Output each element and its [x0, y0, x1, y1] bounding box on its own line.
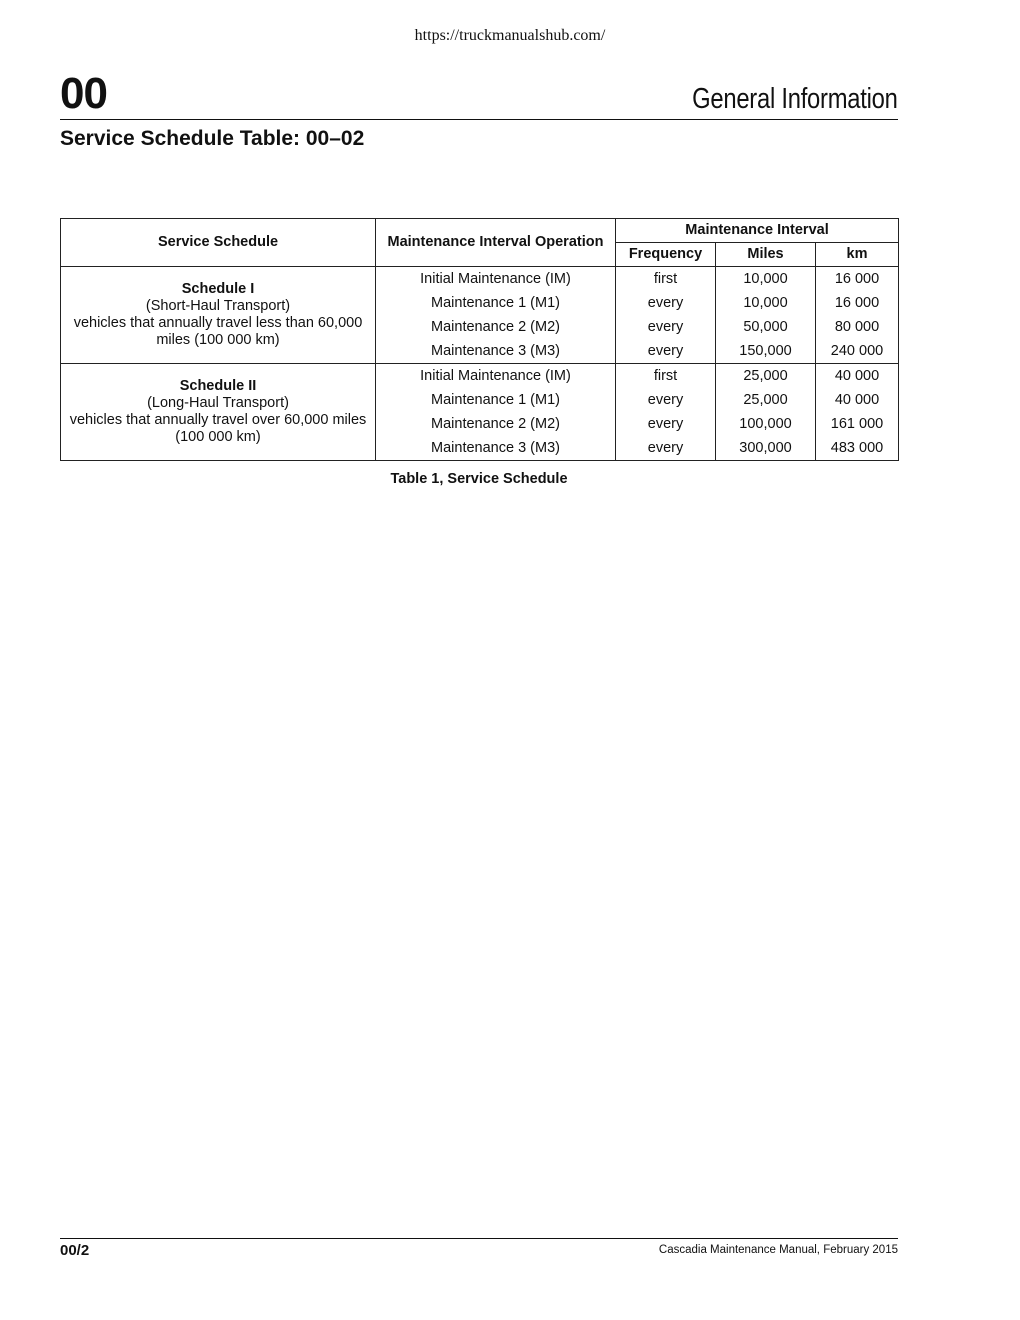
table-row: [61, 267, 899, 292]
km-cell: 40 000: [816, 364, 899, 389]
section-title: Service Schedule Table: 00–02: [60, 127, 365, 150]
schedule-i-cell: [61, 267, 376, 364]
frequency-cell: every: [616, 436, 716, 461]
miles-cell: 50,000: [716, 315, 816, 339]
frequency-cell: first: [616, 267, 716, 292]
schedule-i-group: [61, 267, 899, 364]
operation-cell: Maintenance 3 (M3): [376, 436, 616, 461]
chapter-title: General Information: [692, 83, 898, 115]
km-cell: 16 000: [816, 267, 899, 292]
column-header-service-schedule: Service Schedule: [61, 219, 376, 267]
frequency-cell: every: [616, 388, 716, 412]
miles-cell: 150,000: [716, 339, 816, 364]
operation-cell: Maintenance 1 (M1): [376, 291, 616, 315]
column-header-km: km: [816, 243, 899, 267]
table-header-row: [61, 219, 899, 243]
km-cell: 161 000: [816, 412, 899, 436]
column-header-frequency: Frequency: [616, 243, 716, 267]
km-cell: 240 000: [816, 339, 899, 364]
frequency-cell: first: [616, 364, 716, 389]
page-number: 00/2: [60, 1242, 90, 1259]
header-rule: [60, 119, 898, 120]
schedule-name: Schedule II: [179, 378, 257, 394]
operation-cell: Maintenance 3 (M3): [376, 339, 616, 364]
column-header-operation: Maintenance Interval Operation: [376, 219, 616, 267]
miles-cell: 300,000: [716, 436, 816, 461]
schedule-subtitle: (Long-Haul Transport): [147, 395, 289, 411]
manual-title: Cascadia Maintenance Manual, February 2015: [658, 1244, 898, 1256]
column-header-miles: Miles: [716, 243, 816, 267]
miles-cell: 10,000: [716, 267, 816, 292]
km-cell: 80 000: [816, 315, 899, 339]
km-cell: 16 000: [816, 291, 899, 315]
operation-cell: Initial Maintenance (IM): [376, 364, 616, 389]
miles-cell: 25,000: [716, 388, 816, 412]
source-url[interactable]: https://truckmanualshub.com/: [414, 27, 606, 44]
miles-cell: 100,000: [716, 412, 816, 436]
table-caption: Table 1, Service Schedule: [390, 471, 568, 487]
schedule-subtitle: (Short-Haul Transport): [145, 298, 291, 314]
frequency-cell: every: [616, 291, 716, 315]
schedule-name: Schedule I: [181, 281, 255, 297]
frequency-cell: every: [616, 315, 716, 339]
km-cell: 483 000: [816, 436, 899, 461]
operation-cell: Initial Maintenance (IM): [376, 267, 616, 292]
table-row: [61, 364, 899, 389]
frequency-cell: every: [616, 412, 716, 436]
schedule-ii-cell: [61, 364, 376, 461]
operation-cell: Maintenance 2 (M2): [376, 412, 616, 436]
service-schedule-table: [60, 218, 899, 461]
schedule-ii-group: [61, 364, 899, 461]
km-cell: 40 000: [816, 388, 899, 412]
frequency-cell: every: [616, 339, 716, 364]
operation-cell: Maintenance 1 (M1): [376, 388, 616, 412]
footer-rule: [60, 1238, 898, 1239]
miles-cell: 25,000: [716, 364, 816, 389]
schedule-description: vehicles that annually travel over 60,000 miles (100 000 km): [69, 412, 367, 445]
schedule-description: vehicles that annually travel less than 60,000 miles (100 000 km): [73, 315, 363, 348]
chapter-number: 00: [60, 69, 107, 118]
miles-cell: 10,000: [716, 291, 816, 315]
column-header-maintenance-interval: Maintenance Interval: [616, 219, 899, 243]
operation-cell: Maintenance 2 (M2): [376, 315, 616, 339]
